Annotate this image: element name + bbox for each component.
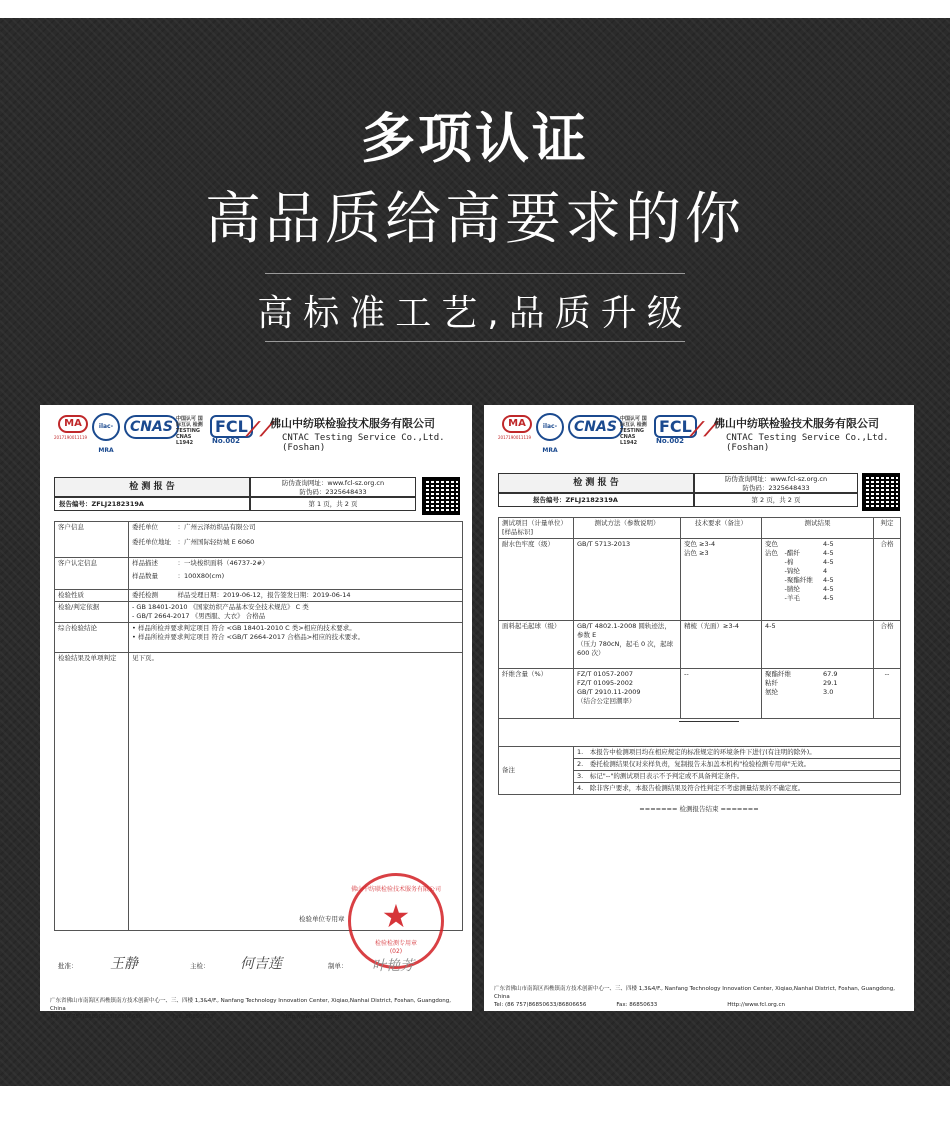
result-value: 4-5 [823,558,834,566]
note-line: 1. 本报告中检测项目均在相应规定的标准规定的环境条件下进行(有注明的除外)。 [574,747,900,759]
row-label: 客户认定信息 [55,558,129,590]
row-label: 检验结果及单项判定 [55,653,129,931]
row-line: 委托单位地址 ：广州国际轻纺城 E 6060 [132,538,255,546]
cell-method: GB/T 5713-2013 [574,539,681,621]
report-title: 检 测 报 告 [54,477,250,497]
result-value: 29.1 [823,679,838,687]
preparer-signature: 叶艳芳 [372,958,414,974]
stamp-number: (02) [389,948,403,955]
header-method: 测试方法（参数说明） [574,518,681,539]
page-indicator: 第 2 页，共 2 页 [694,493,858,507]
notes-label: 备注 [499,747,574,795]
stamp-caption: 检验单位专用章 [299,915,345,923]
row-line: - GB/T 2664-2017 《男西服、大衣》 合格品 [132,612,266,620]
result-label: 粘纤 [765,679,778,687]
approver-signature: 王静 [110,956,138,972]
row-label: 综合检验结论 [55,623,129,653]
result-value: 4-5 [823,549,834,557]
report-end-mark: ======= 检测报告结束 ======= [639,805,759,813]
row-line: 样品描述 ：一块梭织面料（46737-2#） [132,559,269,567]
stamp-inner-text: 检验检测专用章 [374,940,417,947]
result-label: 氨纶 [765,688,778,696]
cnas-logo: CNAS [568,415,623,439]
stamp-ring-text: 佛山中纺联检验技术服务有限公司 [351,886,442,893]
result-value: 4-5 [823,540,834,548]
report-page-1 [40,405,472,1020]
note-line: 2. 委托检测结果仅对来样负责，复制报告未加盖本机构"检验检测专用章"无效。 [574,759,900,771]
table-row [55,623,463,653]
footer-web: Http://www.fcl.org.cn [283,1014,341,1020]
qr-code [862,473,900,511]
cnas-logo: CNAS [124,415,179,439]
hero-title: 多项认证 [361,107,589,170]
cell-result: 4-5 [762,621,874,669]
result-label: 聚酯纤维 [765,670,791,678]
lab-name-en: CNTAC Testing Service Co.,Ltd.(Foshan) [282,433,445,453]
lab-name-en: CNTAC Testing Service Co.,Ltd.(Foshan) [726,433,889,453]
table-row [499,539,901,621]
row-line: • 样品所检并要求判定项目 符合 <GB/T 2664-2017 合格品>相应的技术要求。 [132,633,365,641]
cell-requirement: -- [681,669,762,719]
divider-bottom [265,341,685,342]
report-info-table [54,521,463,935]
header-item: 测试项目（计量单位）[样品标识] [499,518,574,539]
report-page-2 [484,405,914,1011]
footer-fax: Fax: 86850633 [172,1014,214,1020]
verify-box [694,473,858,493]
hero-subtitle: 高品质给高要求的你 [205,187,745,252]
cell-item: 面料起毛起球（级） [499,621,574,669]
report-title: 检 测 报 告 [498,473,694,493]
lab-header [54,413,462,453]
table-row [55,602,463,623]
results-table [498,517,901,795]
verify-site: 防伪查询网址：www.fcl-sz.org.cn [281,479,385,487]
cell-item: 纤维含量（%） [499,669,574,719]
result-label: -腈纶 [765,585,800,593]
cell-method: GB/T 4802.1-2008 圆轨迹法，参数 E （压力 780cN，起毛 0 次，起球 600 次） [574,621,681,669]
result-label: -羊毛 [765,594,800,602]
lab-swoosh-icon: ⟋⟋ [690,417,718,441]
divider-top [265,273,685,274]
lab-name-cn: 佛山中纺联检验技术服务有限公司 [714,417,879,430]
verify-box [250,477,416,497]
row-label: 检验性质 [55,590,129,602]
result-label: 沾色 -醋纤 [765,549,800,557]
accreditation-text: 中国认可 国际互认 检测 TESTING CNAS L1942 [620,416,647,446]
table-row [55,558,463,590]
approve-label: 批准： [58,962,78,970]
header-result: 测试结果 [762,518,874,539]
footer-address: 广东省佛山市南海区西樵镇南方技术创新中心一、三、四楼 1,3&4/F., Nanfang Technology Innovation Center, Xiqiao,Nanhai District, Foshan, Guangdong, China [50,998,451,1012]
row-label: 客户信息 [55,522,129,558]
ilac-mra-logo: ilac-MRA [92,413,120,441]
result-label: -聚酯纤维 [765,576,813,584]
result-value: 4-5 [823,594,834,602]
main-inspector-signature: 何吉莲 [240,956,282,972]
lab-swoosh-icon: ⟋⟋ [246,417,274,441]
row-label: 检验/判定依据 [55,602,129,623]
preparer-label: 制单： [328,962,348,970]
lab-name-cn: 佛山中纺联检验技术服务有限公司 [270,417,435,430]
header-verdict: 判定 [874,518,901,539]
accreditation-text: 中国认可 国际互认 检测 TESTING CNAS L1942 [176,416,203,446]
result-label: -棉 [765,558,794,566]
qr-code [422,477,460,515]
fcl-number: No.002 [656,437,684,445]
cell-result [762,669,874,719]
row-line: 样品数量 ：100X80(cm) [132,572,225,580]
verify-code: 防伪码：2325648433 [742,484,810,492]
table-row [55,522,463,558]
footer [50,997,466,1021]
cma-number: 2017190011119 [498,435,532,440]
cell-result [762,539,874,621]
cell-requirement: 精梳（光面）≥3-4 [681,621,762,669]
result-value: 67.9 [823,670,838,678]
result-label: -锦纶 [765,567,800,575]
verify-code: 防伪码：2325648433 [299,488,367,496]
note-line: 3. 标记"--"的测试项目表示不予判定或不具备判定条件。 [574,771,900,783]
header-requirement: 技术要求（备注） [681,518,762,539]
cell-verdict: 合格 [874,539,901,621]
result-value: 4-5 [823,576,834,584]
cma-number: 2017190011119 [54,435,88,440]
result-value: 3.0 [823,688,834,696]
note-line: 4. 除非客户要求，本报告检测结果及符合性判定不考虑测量结果的不确定度。 [577,784,805,792]
star-icon: ★ [381,897,411,935]
ilac-mra-logo: ilac-MRA [536,413,564,441]
cell-item: 耐水色牢度（级） [499,539,574,621]
footer-tel: Tel: (86 757)86850633/86806656 [494,1002,587,1008]
footer [494,985,908,1009]
verify-site: 防伪查询网址：www.fcl-sz.org.cn [724,475,828,483]
table-row [499,669,901,719]
cell-verdict: -- [874,669,901,719]
table-row [55,590,463,602]
row-line: 见下页。 [132,654,158,662]
result-value: 4 [823,567,828,575]
footer-tel: Tel: (86 757)86850633/86806656 [50,1014,143,1020]
fcl-logo: FCL [654,415,697,438]
cell-verdict: 合格 [874,621,901,669]
cell-method: FZ/T 01057-2007 FZ/T 01095-2002 GB/T 2910.11-2009 （结合公定回潮率） [574,669,681,719]
table-row-spacer [499,719,901,747]
footer-fax: Fax: 86850633 [616,1002,658,1008]
table-header [499,518,901,539]
separator-line [679,721,739,722]
footer-web: Http://www.fcl.org.cn [727,1002,785,1008]
fcl-logo: FCL [210,415,253,438]
row-line: 委托检测 样品受理日期：2019-06-12，报告签发日期：2019-06-14 [129,590,463,602]
row-line: • 样品所检并要求判定项目 符合 <GB 18401-2010 C 类>相应的技术要求。 [132,624,356,632]
lab-header [498,413,904,453]
result-value: 4-5 [823,585,834,593]
main-inspector-label: 主检： [190,962,210,970]
report-number: 报告编号：ZFLJ2182319A [498,493,694,507]
row-line: 委托单位 ：广州云泽纺织品有限公司 [132,523,256,531]
report-number: 报告编号：ZFLJ2182319A [54,497,250,511]
cma-logo: MA [58,415,88,433]
footer-address: 广东省佛山市南海区西樵镇南方技术创新中心一、三、四楼 1,3&4/F., Nanfang Technology Innovation Center, Xiqiao,Nanhai District, Foshan, Guangdong, China [494,986,895,1000]
cma-logo: MA [502,415,532,433]
notes-row [499,747,901,795]
cell-requirement: 变色 ≥3-4 沾色 ≥3 [681,539,762,621]
result-label: 变色 [765,540,778,548]
row-line: - GB 18401-2010 《国家纺织产品基本安全技术规范》 C 类 [132,603,309,611]
fcl-number: No.002 [212,437,240,445]
hero-tagline: 高标准工艺,品质升级 [257,293,693,334]
table-row [499,621,901,669]
page-indicator: 第 1 页，共 2 页 [250,497,416,511]
